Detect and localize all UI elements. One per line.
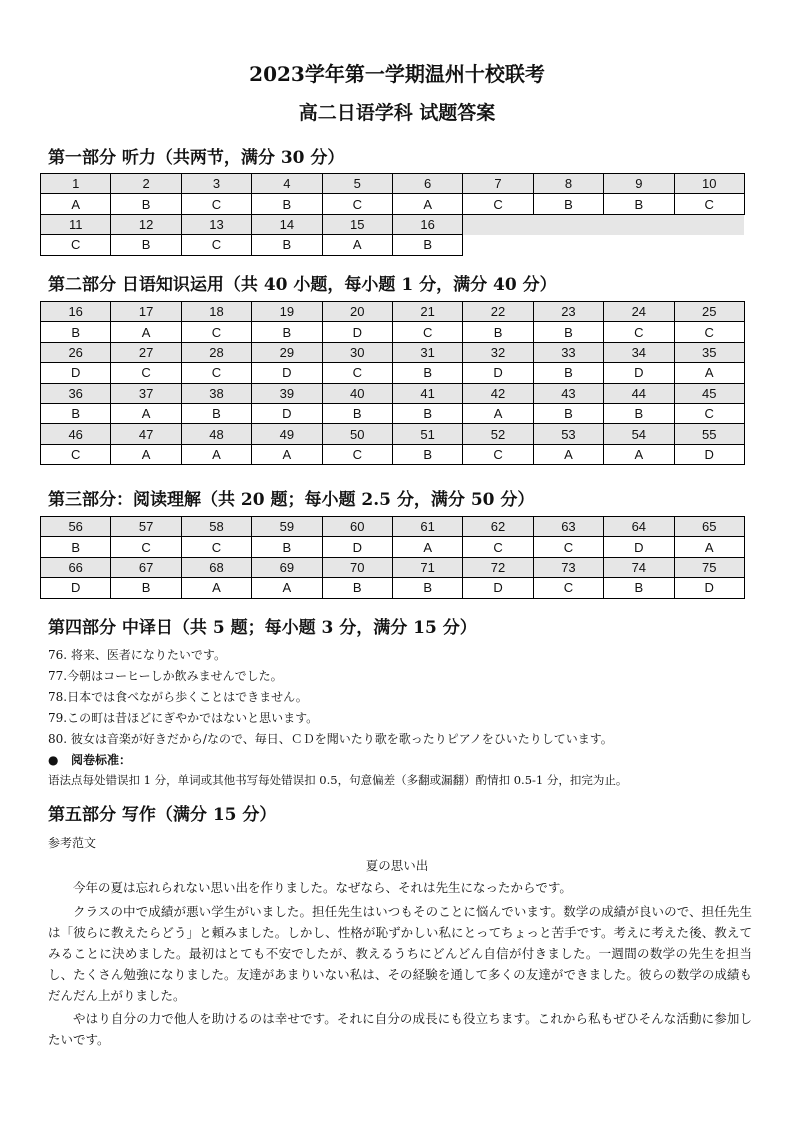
answer-cell: B [463,322,533,342]
question-number-cell: 39 [252,383,322,403]
question-number-cell: 48 [181,424,251,444]
question-number-cell: 71 [392,557,462,577]
question-number-cell: 35 [674,342,744,362]
answer-cell: C [322,363,392,383]
part3-heading: 第三部分：阅读理解（共 20 题；每小题 2.5 分，满分 50 分） [48,490,535,510]
grading-criteria-text: 语法点每处错误扣 1 分，单词或其他书写每处错误扣 0.5，句意偏差（多翻或漏翻）酌情扣 0.5-1 分，扣完为止。 [48,773,628,787]
answer-row [41,322,745,342]
answer-row [41,194,745,214]
answer-cell: D [252,403,322,423]
answer-cell: A [604,444,674,464]
question-number-cell: 15 [322,214,392,234]
answer-cell: A [674,363,744,383]
answer-79: 79.この町は昔ほどにぎやかではないと思います。 [48,711,319,725]
question-number-cell: 17 [111,302,181,322]
sample-essay-label: 参考范文 [48,836,97,850]
question-number-cell: 65 [674,517,744,537]
question-number-cell: 38 [181,383,251,403]
question-number-cell: 30 [322,342,392,362]
question-number-cell: 28 [181,342,251,362]
answer-cell: B [533,363,603,383]
answer-cell: A [111,444,181,464]
question-number-cell: 31 [392,342,462,362]
question-number-cell: 7 [463,174,533,194]
answer-cell: C [322,444,392,464]
answer-cell: C [674,403,744,423]
question-number-cell: 14 [252,214,322,234]
question-number-cell: 11 [41,214,111,234]
answer-cell: B [322,578,392,598]
question-number-cell: 74 [604,557,674,577]
answer-row [41,444,745,464]
question-number-cell: 13 [181,214,251,234]
answer-row [41,403,745,423]
question-number-cell: 25 [674,302,744,322]
question-number-cell: 5 [322,174,392,194]
question-number-cell: 61 [392,517,462,537]
answer-cell: B [604,403,674,423]
answer-row [41,363,745,383]
bullet-icon: ● [48,753,72,767]
question-number-cell: 72 [463,557,533,577]
question-number-cell: 64 [604,517,674,537]
question-number-row [41,342,745,362]
question-number-cell: 1 [41,174,111,194]
answer-cell: D [674,578,744,598]
question-number-cell: 18 [181,302,251,322]
answer-row [41,537,745,557]
question-number-row [41,174,745,194]
answer-cell: B [322,403,392,423]
answer-cell: C [181,194,251,214]
question-number-cell: 22 [463,302,533,322]
question-number-cell: 68 [181,557,251,577]
question-number-cell: 52 [463,424,533,444]
answer-cell: C [533,578,603,598]
answer-cell: B [252,322,322,342]
answer-cell: D [674,444,744,464]
answer-cell: D [322,322,392,342]
answer-cell: B [252,537,322,557]
question-number-cell: 55 [674,424,744,444]
answer-row [41,578,745,598]
question-number-cell: 6 [392,174,462,194]
question-number-cell: 27 [111,342,181,362]
question-number-cell: 58 [181,517,251,537]
question-number-cell: 46 [41,424,111,444]
question-number-cell: 42 [463,383,533,403]
empty-cell [604,214,674,234]
answer-cell: C [322,194,392,214]
question-number-cell: 49 [252,424,322,444]
answer-77: 77.今朝はコーヒーしか飲みませんでした。 [48,669,283,683]
answer-cell: D [463,578,533,598]
question-number-row [41,557,745,577]
answer-cell: B [392,578,462,598]
part1-answer-table [40,173,745,256]
question-number-cell: 50 [322,424,392,444]
essay-paragraph-2: クラスの中で成績が悪い学生がいました。担任先生はいつもそのことに悩んでいます。数学の成績が良いので、担任先生は「彼らに教えたらどう」と頼みました。しかし、性格が恥ずかしい私にとってちょっと苦手です。考えに考えた後、教えてみることに決めました。最初はとても不安でしたが、教えるうちにどんどん自信が付きました。一週間の数学の先生を担当し、たくさん勉強になりました。友達があまりいない私は、その経験を通して多くの友達ができました。彼らの数学の成績もだんだん上がりました。 [48,904,752,1003]
question-number-cell: 43 [533,383,603,403]
answer-cell: A [252,578,322,598]
answer-cell: B [111,578,181,598]
answer-cell: C [111,363,181,383]
question-number-cell: 54 [604,424,674,444]
question-number-cell: 44 [604,383,674,403]
answer-cell: D [41,363,111,383]
page-subtitle: 高二日语学科 试题答案 [298,102,496,124]
answer-cell: B [392,235,462,255]
answer-cell: A [322,235,392,255]
answer-cell: A [181,444,251,464]
question-number-cell: 45 [674,383,744,403]
answer-cell: B [392,444,462,464]
answer-cell: A [674,537,744,557]
answer-cell: C [41,444,111,464]
part2-answer-table [40,301,745,465]
empty-cell [533,214,603,234]
answer-cell: C [463,537,533,557]
question-number-cell: 9 [604,174,674,194]
answer-cell: D [41,578,111,598]
answer-cell: B [533,322,603,342]
question-number-cell: 60 [322,517,392,537]
answer-cell: B [41,403,111,423]
empty-cell [674,214,744,234]
empty-cell [533,235,603,255]
question-number-cell: 24 [604,302,674,322]
answer-cell: C [41,235,111,255]
question-number-cell: 37 [111,383,181,403]
answer-cell: B [41,537,111,557]
question-number-cell: 53 [533,424,603,444]
question-number-row [41,517,745,537]
answer-cell: A [111,403,181,423]
essay-paragraph-1: 今年の夏は忘れられない思い出を作りました。なぜなら、それは先生になったからです。 [73,880,572,895]
question-number-row [41,214,745,234]
question-number-cell: 47 [111,424,181,444]
answer-cell: A [252,444,322,464]
answer-cell: D [322,537,392,557]
answer-cell: D [252,363,322,383]
question-number-cell: 20 [322,302,392,322]
answer-cell: B [533,194,603,214]
question-number-cell: 67 [111,557,181,577]
answer-cell: A [111,322,181,342]
question-number-cell: 62 [463,517,533,537]
essay-paragraph-3: やはり自分の力で他人を助けるのは幸せです。それに自分の成長にも役立ちます。これから私もぜひそんな活動に参加したいです。 [48,1011,752,1047]
question-number-cell: 16 [41,302,111,322]
page-title: 2023学年第一学期温州十校联考 [249,62,545,86]
answer-cell: B [252,235,322,255]
answer-76: 76. 将来、医者になりたいです。 [48,648,226,662]
question-number-cell: 75 [674,557,744,577]
empty-cell [604,235,674,255]
question-number-cell: 4 [252,174,322,194]
empty-cell [674,235,744,255]
question-number-row [41,424,745,444]
question-number-cell: 70 [322,557,392,577]
grading-criteria-label [48,751,131,768]
part4-heading: 第四部分 中译日（共 5 题；每小题 3 分，满分 15 分） [48,618,477,638]
answer-cell: C [463,444,533,464]
question-number-cell: 32 [463,342,533,362]
answer-cell: D [463,363,533,383]
answer-cell: B [111,194,181,214]
question-number-cell: 2 [111,174,181,194]
answer-cell: B [604,194,674,214]
question-number-cell: 40 [322,383,392,403]
question-number-cell: 73 [533,557,603,577]
part5-heading: 第五部分 写作（满分 15 分） [48,805,277,825]
answer-cell: C [111,537,181,557]
empty-cell [463,214,533,234]
question-number-cell: 66 [41,557,111,577]
part3-answer-table [40,516,745,599]
question-number-cell: 12 [111,214,181,234]
answer-cell: C [181,235,251,255]
answer-cell: A [463,403,533,423]
answer-cell: C [392,322,462,342]
question-number-cell: 29 [252,342,322,362]
answer-cell: B [604,578,674,598]
answer-cell: A [392,537,462,557]
question-number-row [41,302,745,322]
question-number-cell: 33 [533,342,603,362]
answer-cell: B [533,403,603,423]
answer-cell: B [252,194,322,214]
answer-cell: A [41,194,111,214]
answer-cell: B [392,403,462,423]
part1-heading: 第一部分 听力（共两节，满分 30 分） [48,148,345,168]
part2-heading: 第二部分 日语知识运用（共 40 小题，每小题 1 分，满分 40 分） [48,275,557,295]
answer-cell: A [533,444,603,464]
question-number-cell: 16 [392,214,462,234]
answer-cell: C [463,194,533,214]
question-number-cell: 3 [181,174,251,194]
answer-cell: B [111,235,181,255]
question-number-cell: 21 [392,302,462,322]
question-number-cell: 23 [533,302,603,322]
question-number-cell: 56 [41,517,111,537]
question-number-cell: 19 [252,302,322,322]
answer-80: 80. 彼女は音楽が好きだから/なので、毎日、ＣＤを聞いたり歌を歌ったりピアノをひいたりしています。 [48,732,613,746]
answer-row [41,235,745,255]
question-number-row [41,383,745,403]
question-number-cell: 57 [111,517,181,537]
question-number-cell: 69 [252,557,322,577]
answer-cell: C [533,537,603,557]
answer-cell: C [604,322,674,342]
answer-cell: A [181,578,251,598]
question-number-cell: 8 [533,174,603,194]
answer-cell: C [674,194,744,214]
question-number-cell: 36 [41,383,111,403]
question-number-cell: 34 [604,342,674,362]
answer-cell: C [181,363,251,383]
question-number-cell: 10 [674,174,744,194]
answer-cell: C [181,322,251,342]
answer-cell: D [604,537,674,557]
question-number-cell: 63 [533,517,603,537]
criteria-label-text: 阅卷标准： [71,753,132,767]
answer-cell: D [604,363,674,383]
question-number-cell: 59 [252,517,322,537]
answer-cell: B [181,403,251,423]
answer-cell: A [392,194,462,214]
question-number-cell: 41 [392,383,462,403]
answer-cell: C [181,537,251,557]
answer-cell: B [41,322,111,342]
essay-title: 夏の思い出 [365,858,429,873]
question-number-cell: 26 [41,342,111,362]
empty-cell [463,235,533,255]
answer-78: 78.日本では食べながら歩くことはできません。 [48,690,308,704]
answer-cell: C [674,322,744,342]
question-number-cell: 51 [392,424,462,444]
answer-cell: B [392,363,462,383]
